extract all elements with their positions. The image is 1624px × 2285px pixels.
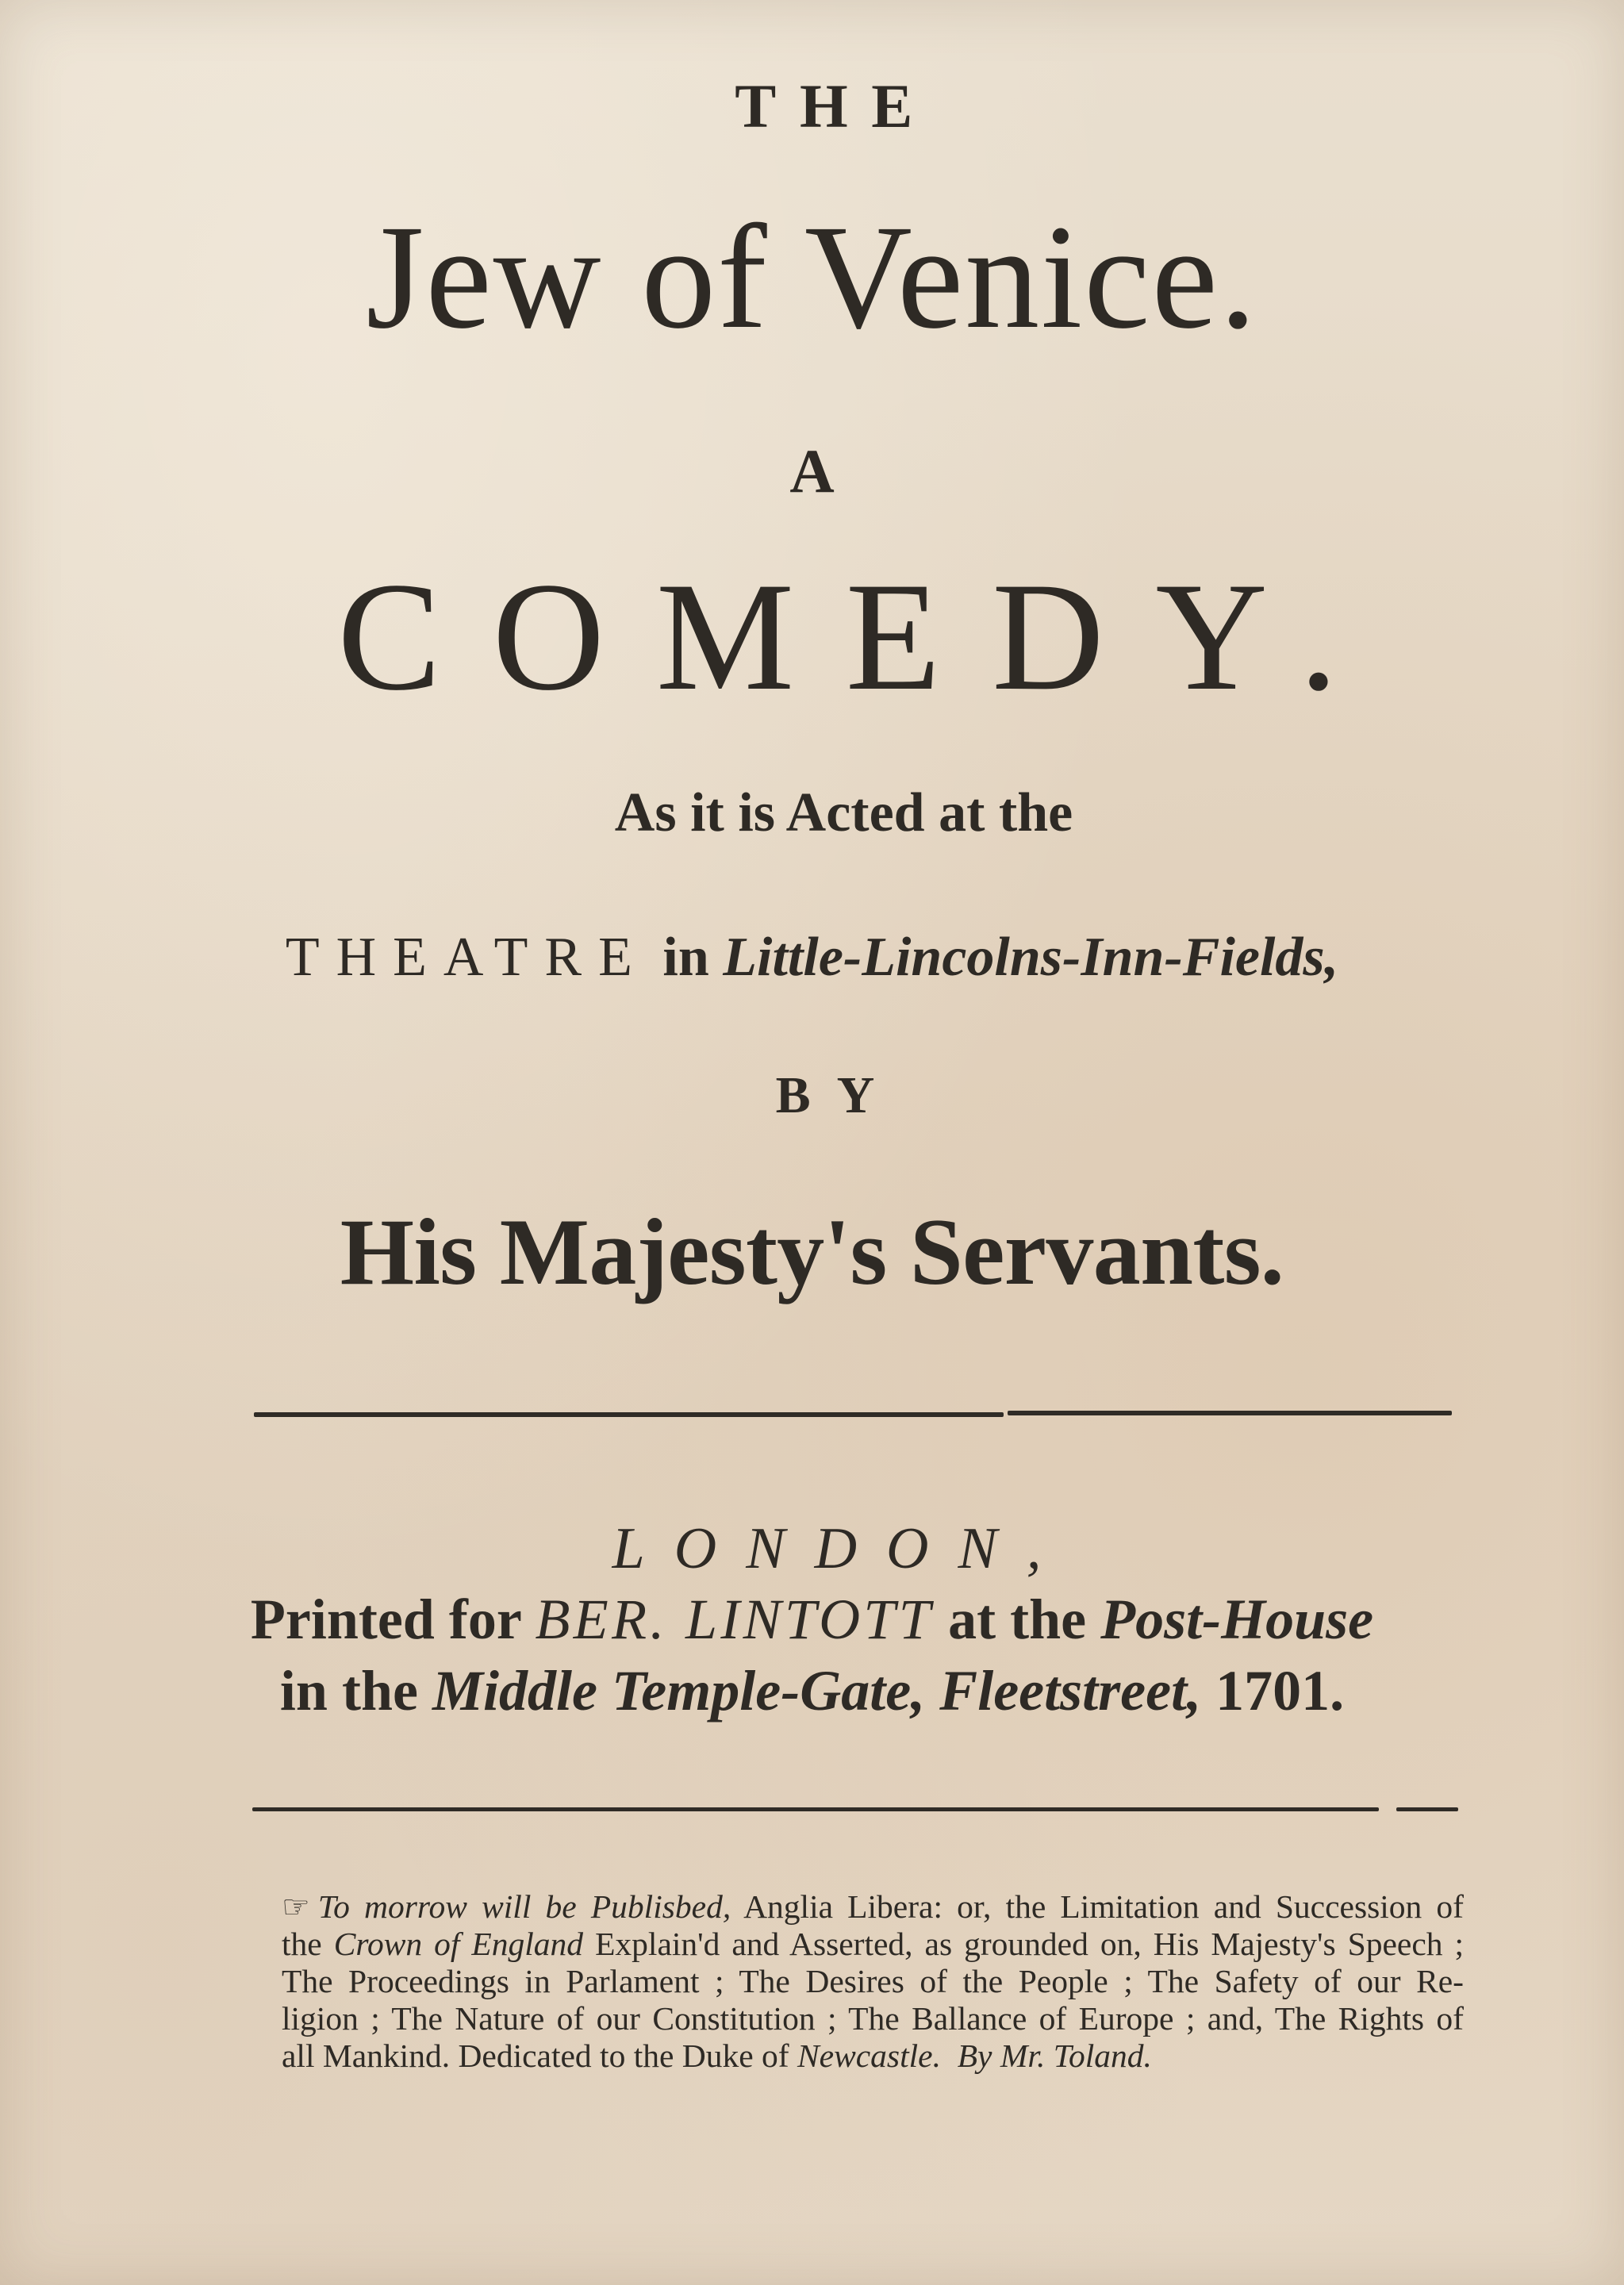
play-title: Jew of Venice.	[366, 194, 1258, 359]
title-article: A	[789, 436, 835, 505]
genre-heading: COMEDY.	[337, 551, 1390, 723]
in-the: in the	[279, 1659, 418, 1722]
advert-line-5	[282, 2037, 1464, 2075]
rule-divider-upper-right	[1008, 1411, 1452, 1415]
theatre-place: Little-Lincolns-Inn-Fields,	[723, 927, 1339, 988]
theatre-in: in	[662, 927, 709, 988]
advert-line-2	[282, 1926, 1464, 1963]
by-line: BY	[775, 1066, 901, 1124]
acted-line: As it is Acted at the	[614, 782, 1073, 843]
imprint-address-line	[0, 1659, 1624, 1722]
company-line: His Majesty's Servants.	[340, 1199, 1284, 1304]
rule-divider-upper-left	[254, 1412, 1004, 1417]
printer-name: BER. LINTOTT	[535, 1588, 935, 1651]
imprint-printer-line	[0, 1588, 1624, 1651]
theatre-word: THEATRE	[285, 927, 649, 988]
advert-line-2-italic: Crown of England	[333, 1926, 584, 1962]
pointing-hand-icon: ☞	[282, 1889, 310, 1925]
printed-for: Printed for	[250, 1588, 521, 1651]
rule-divider-lower-left	[252, 1807, 1379, 1811]
shop-name: Post-House	[1100, 1588, 1374, 1651]
theatre-line	[0, 927, 1624, 988]
street-gate: Middle Temple-Gate,	[432, 1659, 926, 1722]
advert-line-4: ligion ; The Nature of our Constitution ; The Ballance of Europe ; and, The Rights of	[282, 2000, 1464, 2037]
advert-line-1	[282, 1888, 1464, 1926]
advert-line-3: The Proceedings in Parlament ; The Desires of the People ; The Safety of our Re-	[282, 1963, 1464, 1999]
at-the: at the	[948, 1588, 1087, 1651]
title-prefix: THE	[735, 71, 936, 140]
advert-line-5-b: By Mr. Toland.	[957, 2037, 1152, 2074]
advert-line-5-italic: Newcastle.	[797, 2037, 941, 2074]
imprint-year: 1701.	[1215, 1659, 1345, 1722]
rule-divider-lower-right	[1396, 1807, 1458, 1811]
advert-line-5-a: all Mankind. Dedicated to the Duke of	[282, 2037, 789, 2074]
advert-line-1-rest: Anglia Libera: or, the Limitation and Succession of	[743, 1888, 1464, 1925]
advert-line-2-b: Explain'd and Asserted, as grounded on, His Majesty's Speech ;	[595, 1926, 1465, 1962]
street-name: Fleetstreet,	[939, 1659, 1202, 1722]
advert-line-2-a: the	[282, 1926, 322, 1962]
advert-line-1-italic: To morrow will be Publisbed,	[317, 1888, 731, 1925]
imprint-city: LONDON,	[612, 1516, 1071, 1581]
advertisement-block	[282, 1888, 1464, 2075]
